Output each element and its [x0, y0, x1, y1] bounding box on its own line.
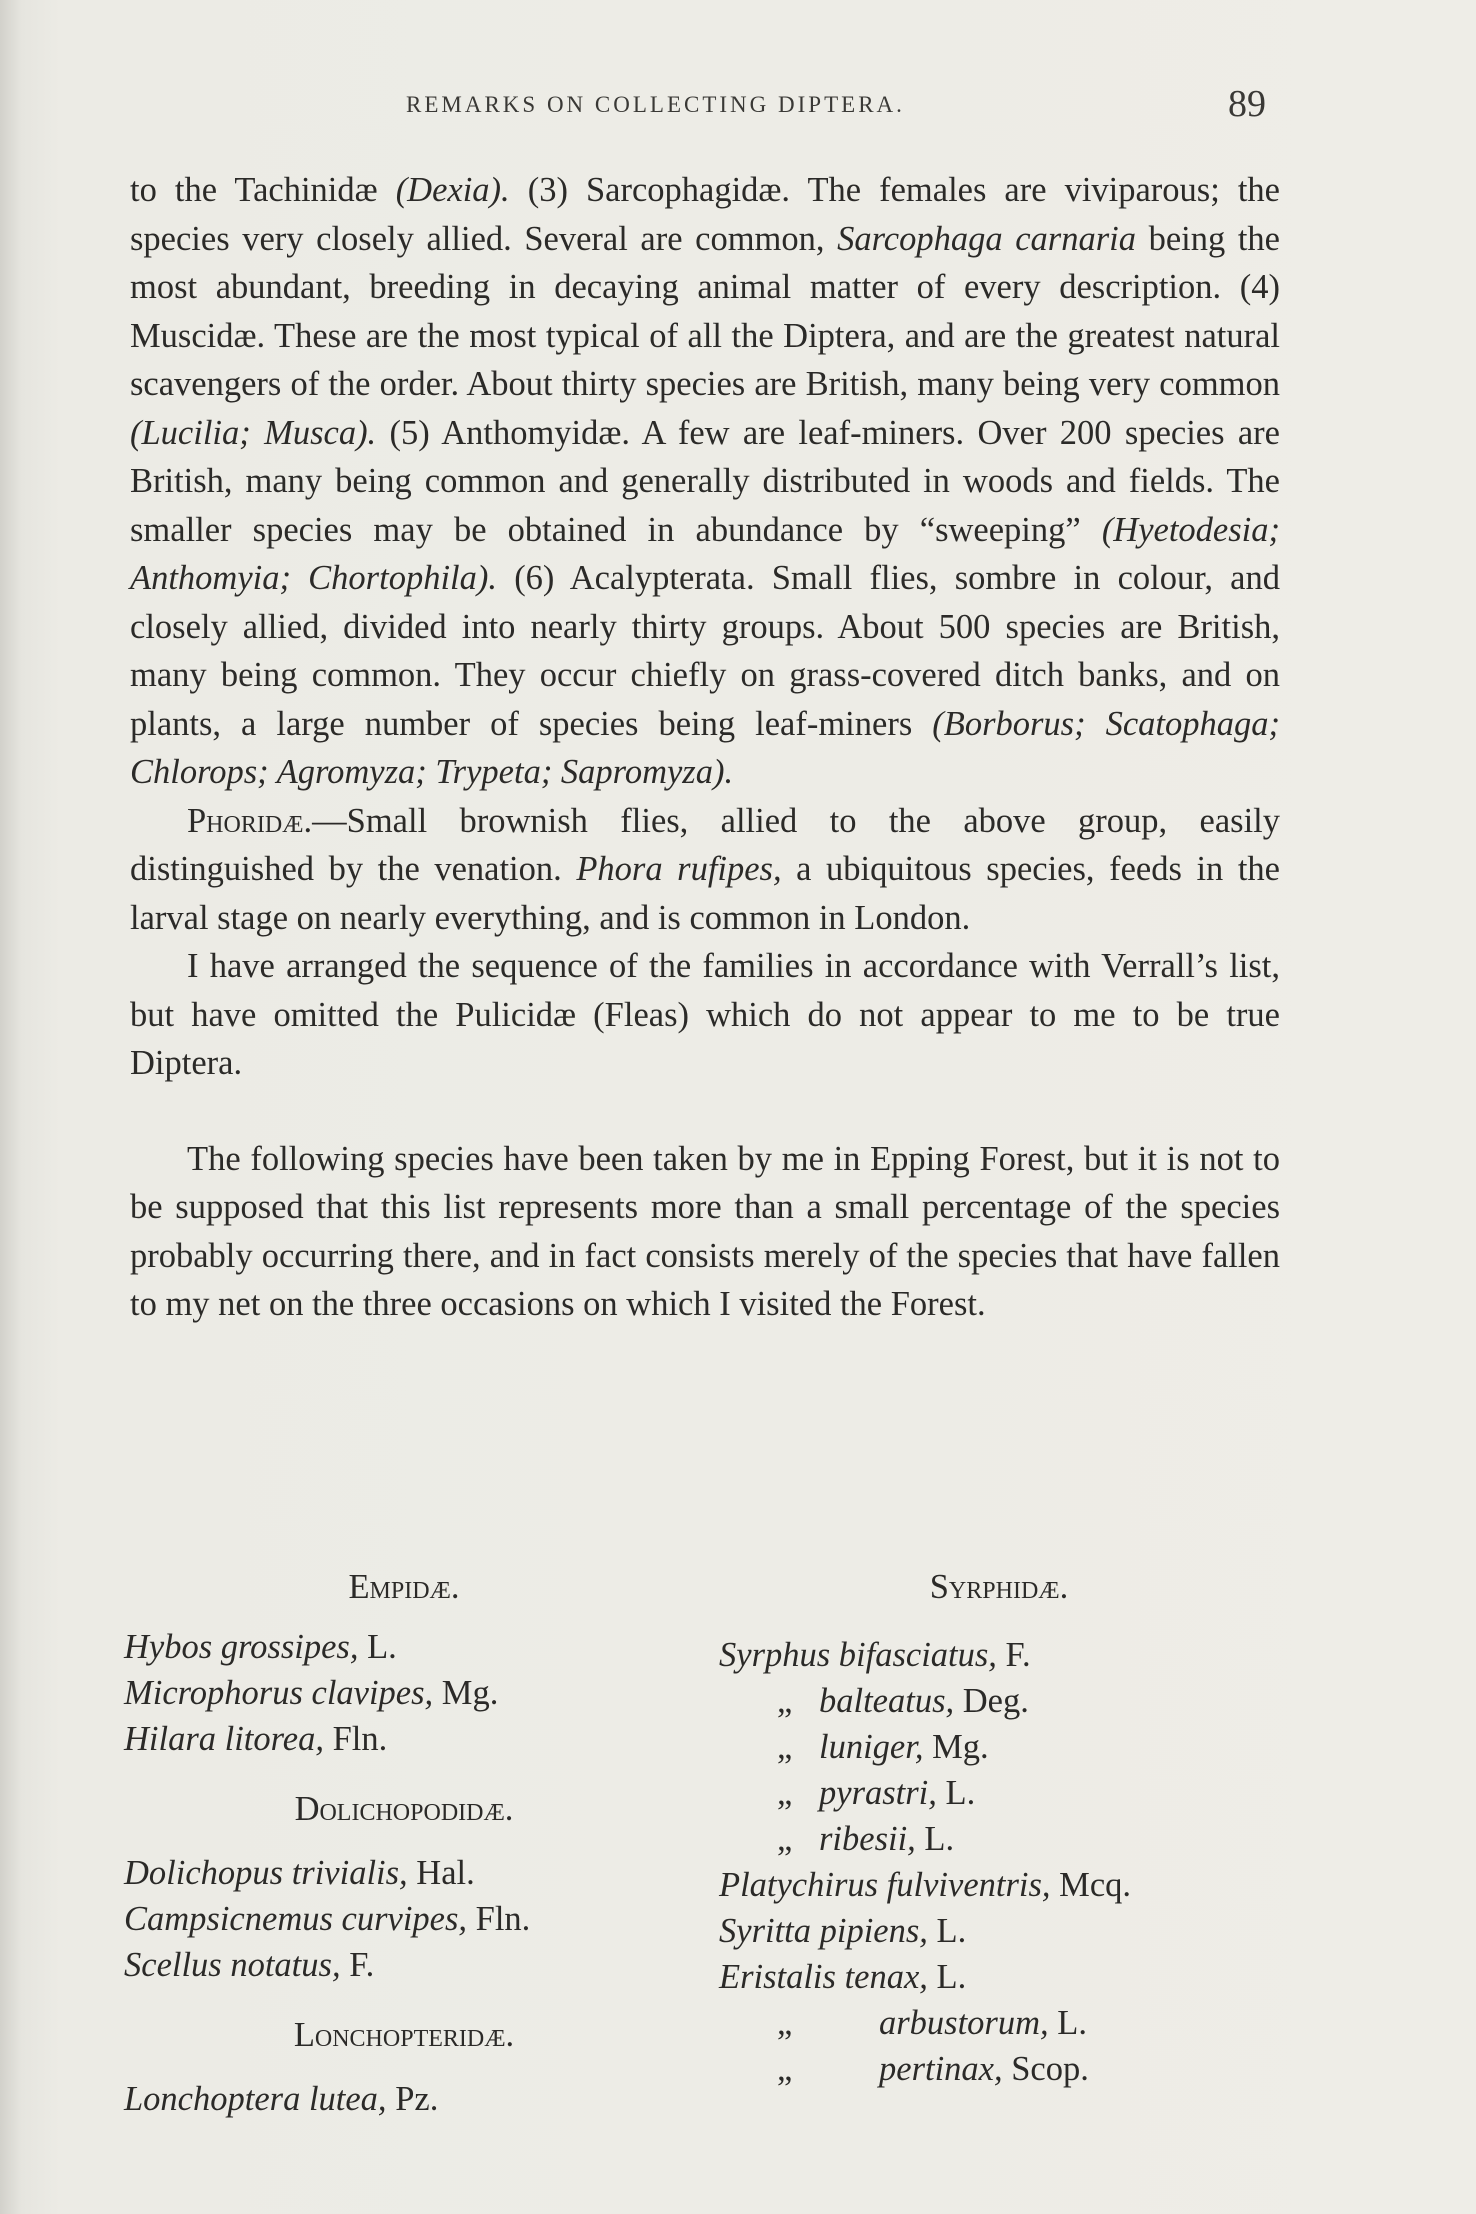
- species-entry: [124, 1624, 684, 1670]
- species-author: L.: [1048, 2004, 1087, 2042]
- species-entry: [124, 2076, 684, 2122]
- family-name: Phoridæ.: [187, 801, 313, 840]
- ditto-mark: „: [777, 1682, 793, 1720]
- species-name: Dolichopus trivialis,: [124, 1854, 408, 1892]
- species-entry: [124, 1716, 684, 1762]
- species-name: balteatus,: [819, 1682, 955, 1720]
- family-heading-syrphidae: Syrphidæ.: [929, 1568, 1069, 1606]
- species-author: Scop.: [1002, 2050, 1089, 2088]
- text-run: to the Tachinidæ: [130, 171, 396, 209]
- species-author: Pz.: [386, 2080, 439, 2118]
- text-run: (5) Anthomyidæ. A few are leaf-miners. Over 200 species are British, many being common and generally distributed in woods and fields. The smaller species may be obtained in abundance by “sweeping”: [130, 413, 1280, 549]
- species-name: Eristalis tenax,: [719, 1958, 928, 1996]
- text-run: a ubiquitous species, feeds in the larval stage on nearly everything, and is common in London.: [130, 850, 1280, 937]
- species-author: Hal.: [407, 1854, 475, 1892]
- species-name: pyrastri,: [819, 1774, 937, 1812]
- genus-reference: (Lucilia; Musca).: [130, 413, 377, 452]
- species-list-right-column: [719, 1564, 1279, 2092]
- species-entry: [124, 1850, 684, 1896]
- species-author: L.: [358, 1628, 397, 1666]
- species-entry: [719, 1954, 1279, 2000]
- species-name: arbustorum,: [879, 2004, 1049, 2042]
- species-entry: [719, 1678, 1279, 1724]
- species-name: Hybos grossipes,: [124, 1628, 359, 1666]
- species-author: Mg.: [923, 1728, 989, 1766]
- family-heading-empidae: Empidæ.: [348, 1568, 460, 1606]
- text-run: being the most abundant, breeding in decaying animal matter of every description. (4) Muscidæ. These are the most typical of all the Diptera, and are the greatest natural scavengers of the order. About thirty species are British, many being very common: [130, 219, 1280, 403]
- paragraph-arrangement: I have arranged the sequence of the families in accordance with Verrall’s list, but have omitted the Pulicidæ (Fleas) which do not appear to me to be true Diptera.: [130, 947, 1280, 1082]
- species-entry: [719, 1816, 1279, 1862]
- species-author: L.: [915, 1820, 955, 1858]
- paragraph-gap: [130, 1088, 1280, 1135]
- species-name: Hilara litorea,: [124, 1720, 324, 1758]
- species-author: L.: [927, 1958, 967, 1996]
- species-author: L.: [927, 1912, 967, 1950]
- page-number: 89: [1228, 83, 1266, 125]
- species-name: Phora rufipes,: [576, 850, 782, 888]
- family-heading-dolichopodidae: Dolichopodidæ.: [294, 1790, 514, 1828]
- species-author: Fln.: [467, 1900, 531, 1938]
- species-author: Deg.: [954, 1682, 1029, 1720]
- species-entry: [719, 1632, 1279, 1678]
- species-name: luniger,: [819, 1728, 924, 1766]
- paragraph-families: [130, 166, 1280, 797]
- species-author: F.: [340, 1946, 375, 1984]
- species-entry: [719, 1908, 1279, 1954]
- paragraph-epping-forest: The following species have been taken by me in Epping Forest, but it is not to be supposed that this list represents more than a small percentage of the species probably occurring there, and in fact consists merely of the species that have fallen to my net on the three occasions on which I visited the Forest.: [130, 1139, 1280, 1323]
- ditto-mark: „: [777, 2004, 793, 2042]
- species-name: ribesii,: [819, 1820, 916, 1858]
- species-name: Syrphus bifasciatus,: [719, 1636, 997, 1674]
- paragraph-phoridae: [130, 797, 1280, 943]
- text-run: (3) Sarcophagidæ. The females are viviparous; the species very closely allied. Several are common,: [130, 171, 1280, 258]
- ditto-mark: „: [777, 1728, 793, 1766]
- species-entry: [124, 1670, 684, 1716]
- genus-reference: (Borborus; Scatophaga; Chlorops; Agromyza; Trypeta; Sapromyza).: [130, 704, 1280, 791]
- species-entry: [719, 1770, 1279, 1816]
- text-run: —Small brownish flies, allied to the above group, easily distinguished by the venation.: [130, 801, 1280, 888]
- species-name: Lonchoptera lutea,: [124, 2080, 387, 2118]
- species-author: Mg.: [433, 1674, 499, 1712]
- species-name: Scellus notatus,: [124, 1946, 341, 1984]
- text-run: (6) Acalypterata. Small flies, sombre in colour, and closely allied, divided into nearly thirty groups. About 500 species are British, many being common. They occur chiefly on grass-covered ditch banks, and on plants, a large number of species being leaf-miners: [130, 559, 1280, 743]
- genus-reference: (Dexia).: [395, 171, 510, 209]
- species-list-left-column: [124, 1564, 684, 2122]
- species-entry: [719, 1724, 1279, 1770]
- species-name: Campsicnemus curvipes,: [124, 1900, 468, 1938]
- species-entry: [719, 2000, 1279, 2046]
- ditto-mark: „: [777, 2050, 793, 2088]
- species-author: Fln.: [323, 1720, 388, 1758]
- species-name: Microphorus clavipes,: [124, 1674, 434, 1712]
- species-entry: [124, 1896, 684, 1942]
- species-name: Platychirus fulviventris,: [719, 1866, 1051, 1904]
- species-author: L.: [936, 1774, 976, 1812]
- species-entry: [719, 2046, 1279, 2092]
- ditto-mark: „: [777, 1774, 793, 1812]
- species-author: F.: [996, 1636, 1031, 1674]
- species-author: Mcq.: [1050, 1866, 1132, 1904]
- species-entry: [719, 1862, 1279, 1908]
- species-name: Sarcophaga carnaria: [837, 219, 1136, 258]
- species-entry: [124, 1942, 684, 1988]
- running-head: REMARKS ON COLLECTING DIPTERA.: [406, 92, 905, 117]
- family-heading-lonchopteridae: Lonchopteridæ.: [293, 2016, 515, 2054]
- body-text: [130, 166, 1280, 1329]
- species-name: pertinax,: [879, 2050, 1003, 2088]
- genus-reference: (Hyetodesia; Anthomyia; Chortophila).: [130, 510, 1280, 597]
- ditto-mark: „: [777, 1820, 793, 1858]
- species-name: Syritta pipiens,: [719, 1912, 928, 1950]
